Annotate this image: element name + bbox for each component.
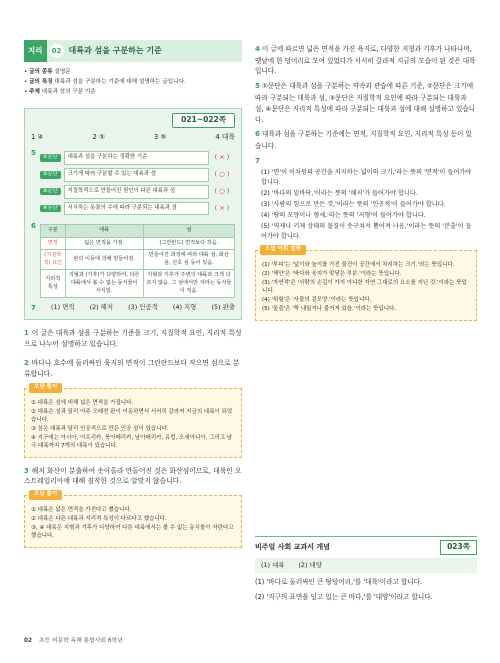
- q5-item: ③문단 지질학적으로 만들어진 원인이 다른 대륙과 섬 ( ○ ): [40, 185, 235, 199]
- explanation-6: 6 대륙과 섬을 구분하는 기준에는 면적, 지질학적 요인, 지리적 특성 등이 있습니다.: [255, 130, 472, 151]
- answer-table: 구분 대륙 섬 면적 넓은 면적을 가짐. (그린란드) 면적보다 작음. (지질학적) 요인 판의 이동에 의해 만들어짐. 만들어진 과정에 따라 대륙 섬, 화산섬, 산호 섬 등이 있음. 지리적 특성 지형과 (기후)가 다양하여, 다른 대륙에서 볼 수 없는 동식물이 서식함. 지형과 기후가 주변의 대륙과 크게 다르지 않음. 그 섬에서만 자라는 동식물이 적음.: [40, 224, 235, 298]
- wrong-answer-box-2: 오답 풀이 ① 대륙은 넓은 면적을 가진다고 했습니다. ② 대륙은 다른 대륙과 지리적 특성이 다르다고 했습니다. ③, ④ 대륙은 지형과 기후가 다양하여 다른 대륙에서는 볼 수 없는 동식물이 자란다고 했습니다.: [24, 495, 242, 548]
- answer-3: 3 ⑤: [153, 133, 167, 142]
- answer-7: 7 (1) 면적 (2) 해저 (3) 인공적 (4) 지형 (5) 판출: [31, 303, 235, 313]
- subject-tag: 지리: [24, 40, 47, 62]
- explanation-1: 1 이 글은 대륙과 섬을 구분하는 기준을 크기, 지질학적 요인, 지리적 특성으로 나누어 설명하고 있습니다.: [24, 329, 242, 349]
- answer-5: [31, 148, 235, 218]
- left-column: [24, 40, 242, 548]
- explanation-4: 4 이 글에 따르면 넓은 면적을 가진 육지로, 다양한 지형과 기후가 나타나며, 옛날에 한 덩어리로 모여 있었다가 서서히 갈라져 지금의 모습이 된 것은 대륙입니다.: [255, 45, 476, 76]
- page-footer: [24, 637, 123, 645]
- vocab-wrong-box: 오답 어휘 설명 (1) '부피'는 '넓이와 높이를 가진 물건이 공간에서 차지하는 크기.'라는 뜻입니다. (2) '해안'은 '바다와 육지가 맞닿은 부분.'이라는 뜻입니다. (3) '자연적'은 '사람의 손길이 가지 아니한 자연 그대로의 요소를 지닌 것.'이라는 뜻입니다. (4) '위험'은 '사물의 겉모양.'이라는 뜻입니다. (5) '돌출'은 '쑥 내밀거나 불거져 있음.'이라는 뜻입니다.: [255, 250, 477, 321]
- page-number: 02: [24, 638, 33, 644]
- answer-6: 6 구분 대륙 섬 면적 넓은 면적을 가짐. (그린란드) 면적보다 작음. (지질학적) 요인 판의 이동에 의해 만들어짐. 만들어진 과정에 따라 대륙 섬, 화산섬, 산호 섬 등이 있음. 지리적 특성 지형과 (기후)가 다양하여, 다른 대륙에서 볼 수 없는 동식물이 서식함. 지형과 기후가 주변의 대륙과 크게 다르지 않음. 그 섬에서만 자라는 동식물이 적음.: [31, 221, 235, 298]
- answer-4: 4 대륙: [215, 133, 235, 142]
- unit-number: 02: [50, 44, 64, 58]
- q5-item: ④문단 서식하는 동물의 수에 따라 구분되는 대륙과 섬 ( × ): [40, 202, 235, 216]
- q5-item: ①문단 대륙과 섬을 구분하는 정확한 기준 ( × ): [40, 151, 235, 165]
- info-item: • 주제 대륙과 섬의 구분 기준: [24, 89, 96, 96]
- info-item: • 글의 특징 대륙과 섬을 구분하는 기준에 대해 설명하는 글입니다.: [24, 79, 186, 86]
- explanation-3: 3 해저 화산이 분출하여 솟아올라 만들어진 것은 화산섬이므로, 대륙인 오스트레일리아에 대해 짐작한 것으로 알맞지 않습니다.: [24, 466, 242, 486]
- info-list: [24, 62, 242, 102]
- section-header: [24, 40, 242, 62]
- info-item: • 글의 종류 설명문: [24, 69, 71, 75]
- q5-item: ②문단 크기에 따라 구분할 수 있는 대륙과 섬 ( ○ ): [40, 168, 235, 182]
- vocab-item: (1) '바다로 둘러싸인 큰 땅덩어리,'를 '대륙'이라고 합니다.: [255, 578, 423, 587]
- question-number: 5: [31, 149, 36, 158]
- right-column: [255, 40, 477, 321]
- vocab-answers: (1) 대륙 (2) 대양: [255, 558, 477, 573]
- section-title: 대륙과 섬을 구분하는 기준: [68, 46, 162, 56]
- explanation-5: 5 ①문단은 대륙과 섬을 구분하는 약속과 관습에 따른 기준, ②문단은 크기에 따라 구분되는 대륙과 섬, ③문단은 지질학적 요인에 따라 구분되는 대륙과 섬, ④문단은 지리적 특성에 따라 구분되는 대륙과 섬에 대해 설명하고 있습니다.: [255, 82, 476, 124]
- vocab-title: 비주얼 사회 교과서 개념: [255, 543, 330, 552]
- wrong-answer-box-1: 오답 풀이 ① 대륙은 섬에 비해 넓은 면적을 가집니다. ② 대륙은 섬과 달리 아주 오래전 판이 이동하면서 서서히 갈라져 지금의 대륙이 되었습니다. ③ 섬은 대륙과 달리 인공적으로 만든 인공 섬이 있습니다. ④ 지구에는 아시아, 아프리카, 북아메리카, 남아메리카, 유럽, 오세아니아, 그리고 남극 대륙까지 7개의 대륙이 있습니다.: [24, 388, 242, 458]
- explanation-7: 7 (1) '면'이 이차원의 공간을 차지하는 넓이의 크기,'라는 뜻의 '면적'이 들어가야 합니다. (2) '바다의 밑바닥,'이라는 뜻의 '해저'가 들어가야 합니다. (3) '사람의 힘으로 만든 것,'이라는 뜻의 '인공적'이 들어가야 합니다. (4) '땅의 모양이나 형세,'라는 뜻의 '지형'이 들어가야 합니다. (5) '역제나 키제 상태의 물질이 솟구쳐서 뿜어져 나옴,'이라는 뜻의 '분출'이 들어가야 합니다.: [255, 156, 472, 240]
- book-title: 초등 비문학 독해 통합사회 6학년: [38, 638, 123, 644]
- answer-2: 2 ⑤: [92, 133, 106, 142]
- answer-box: [24, 108, 242, 320]
- vocab-page-badge: 023쪽: [440, 540, 477, 555]
- answers-1-4: [31, 133, 235, 143]
- page-range-badge: 021~022쪽: [172, 113, 235, 128]
- vocab-section: [255, 536, 477, 607]
- answer-1: 1 ④: [31, 133, 44, 142]
- explanation-2: 2 바다나 호수에 둘러싸인 육지의 면적이 그린란드보다 작으면 섬으로 분류합니다.: [24, 358, 240, 378]
- vocab-item: (2) '지구의 표면을 덮고 있는 큰 바다,'를 '대양'이라고 합니다.: [255, 593, 433, 602]
